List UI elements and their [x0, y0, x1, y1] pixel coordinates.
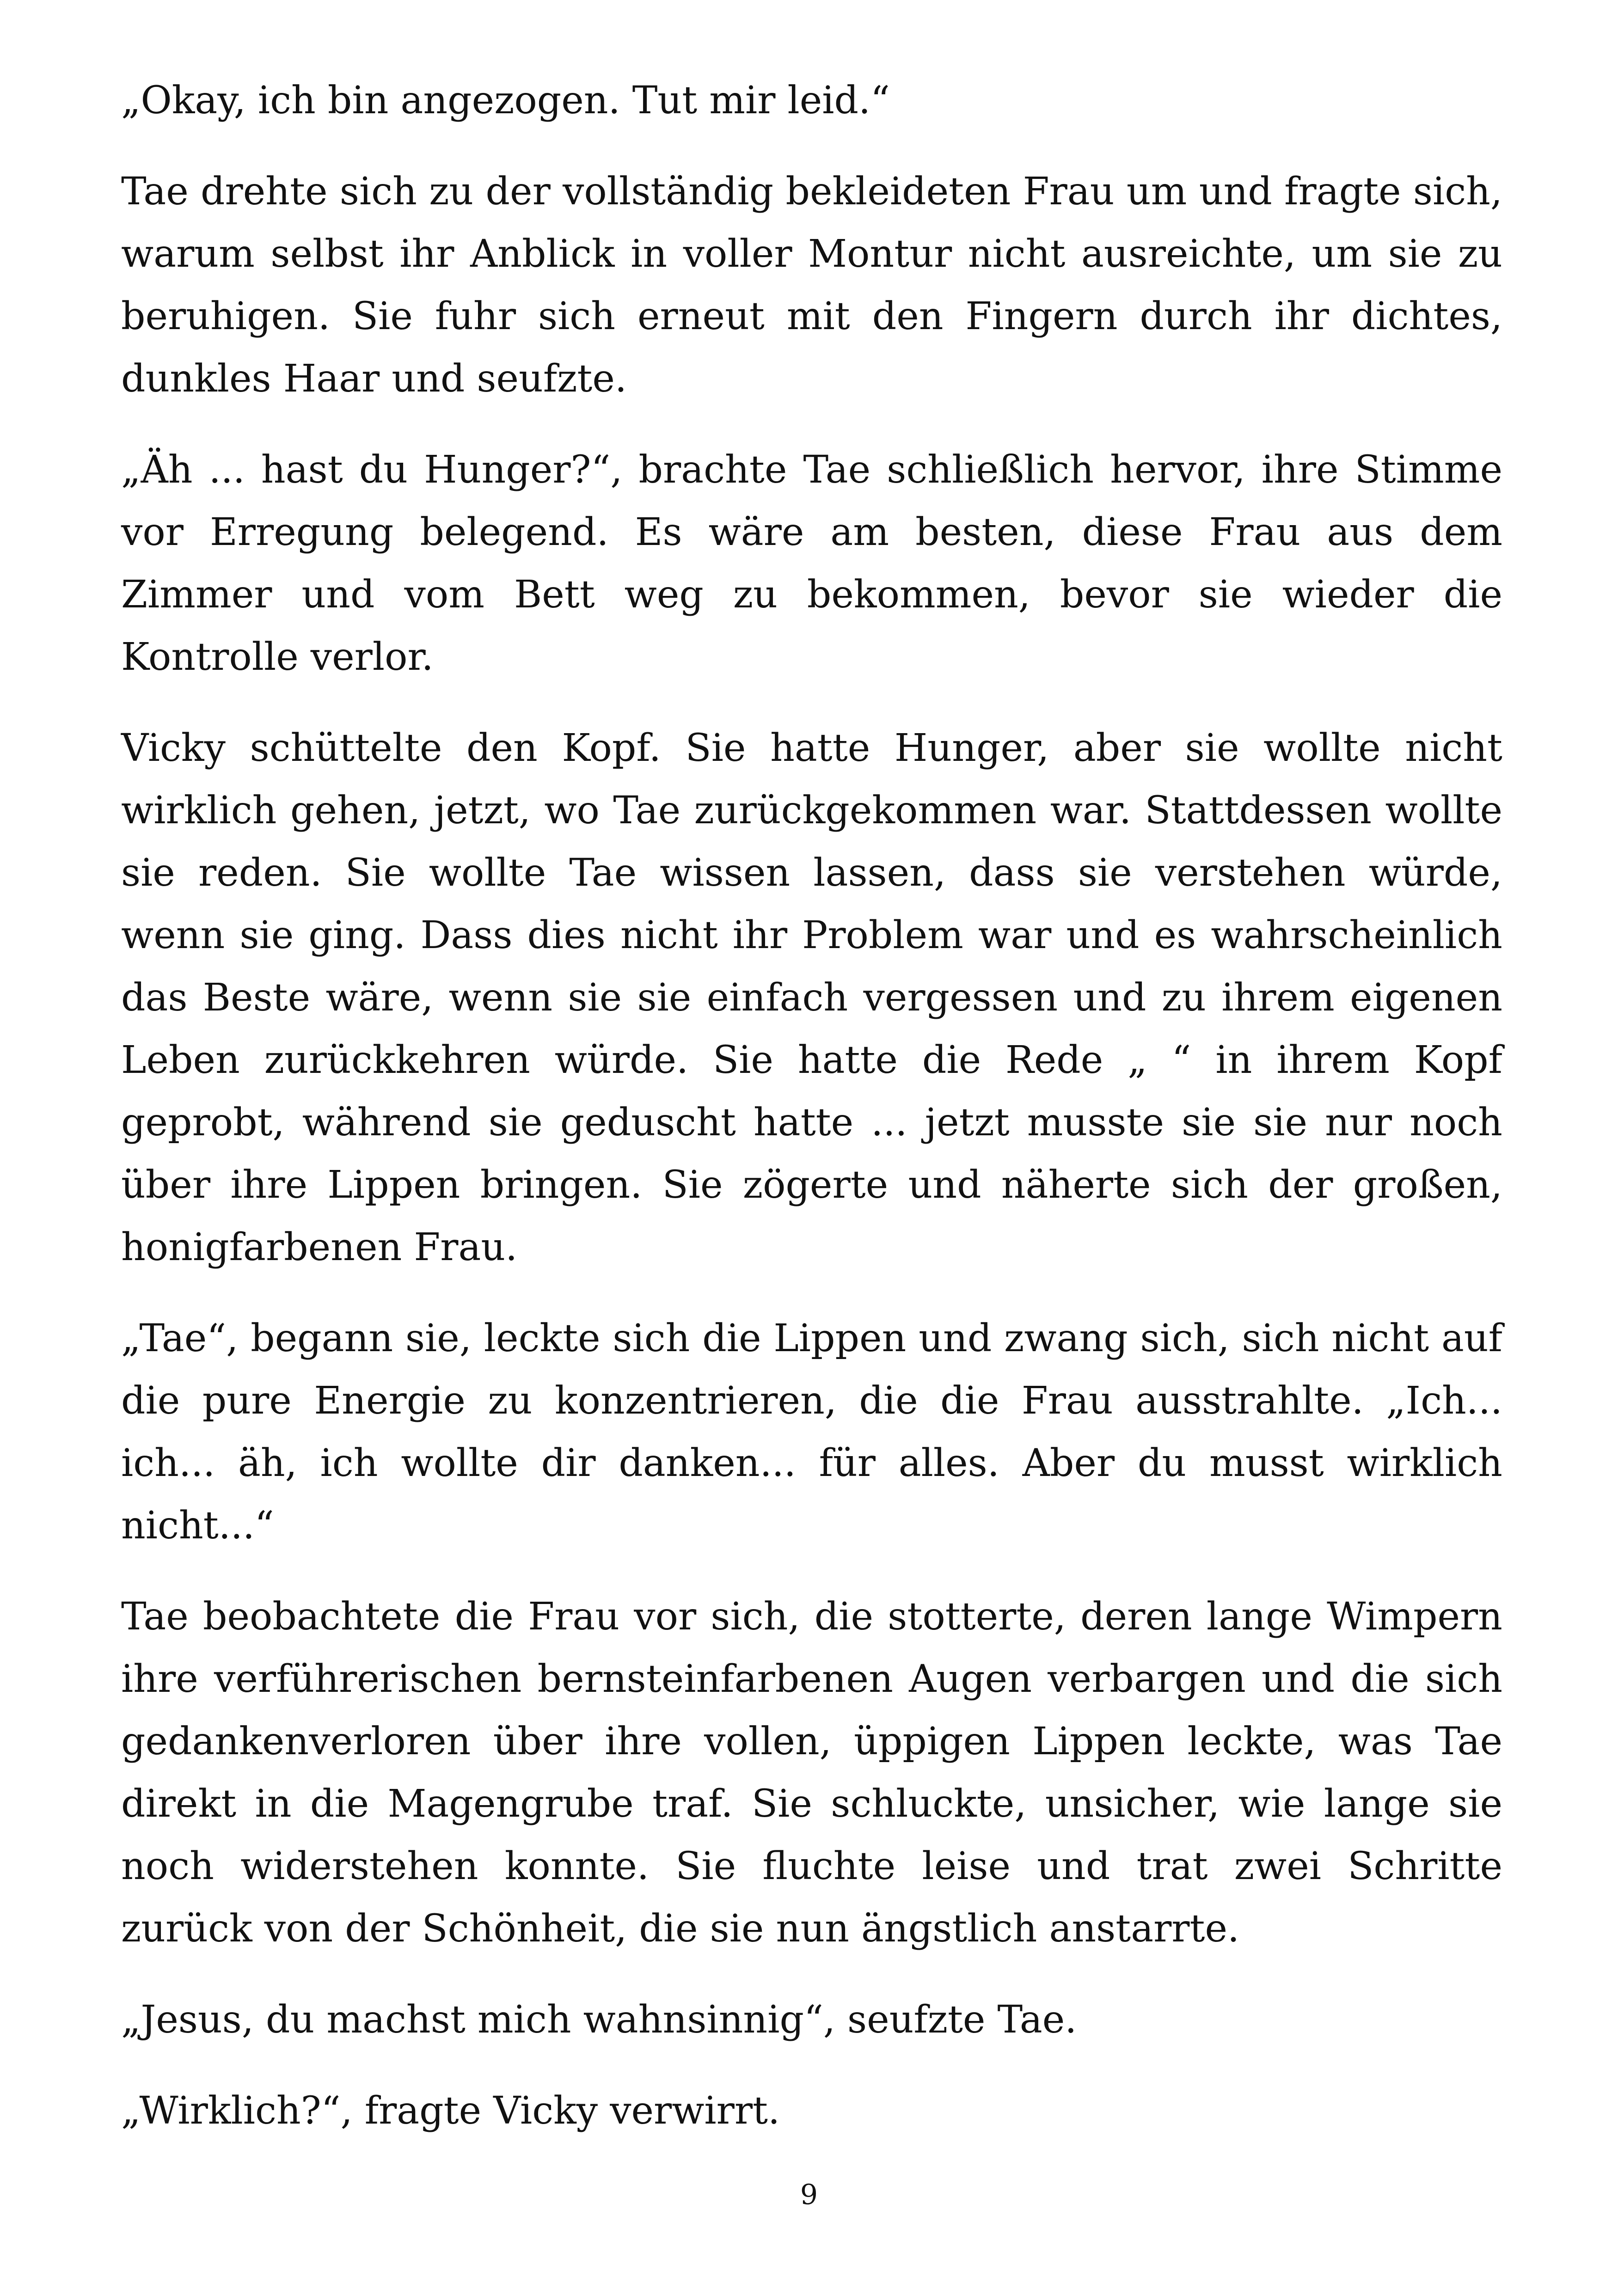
paragraph-4: Vicky schüttelte den Kopf. Sie hatte Hunger, aber sie wollte nicht wirklich gehen, jetzt, wo Tae zurückgekommen war. Stattdessen wollte sie reden. Sie wollte Tae wissen lassen, dass sie verstehen würde, wenn sie ging. Dass dies nicht ihr Problem war und es wahrscheinlich das Beste wäre, wenn sie sie einfach vergessen und zu ihrem eigenen Leben zurückkehren würde. Sie hatte die Rede „ “ in ihrem Kopf geprobt, während sie geduscht hatte ... jetzt musste sie sie nur noch über ihre Lippen bringen. Sie zögerte und näherte sich der großen, honigfarbenen Frau.	[121, 726, 1502, 1269]
body-text	[121, 69, 1502, 2171]
paragraph-6: Tae beobachtete die Frau vor sich, die stotterte, deren lange Wimpern ihre verführerischen bernsteinfarbenen Augen verbargen und die sich gedankenverloren über ihre vollen, üppigen Lippen leckte, was Tae direkt in die Magengrube traf. Sie schluckte, unsicher, wie lange sie noch widerstehen konnte. Sie fluchte leise und trat zwei Schritte zurück von der Schönheit, die sie nun ängstlich anstarrte.	[121, 1595, 1502, 1951]
paragraph-7: „Jesus, du machst mich wahnsinnig“, seufzte Tae.	[121, 1998, 1077, 2042]
page-number: 9	[800, 2179, 818, 2211]
paragraph-1: „Okay, ich bin angezogen. Tut mir leid.“	[121, 79, 890, 122]
paragraph-3: „Äh ... hast du Hunger?“, brachte Tae schließlich hervor, ihre Stimme vor Erregung belegend. Es wäre am besten, diese Frau aus dem Zimmer und vom Bett weg zu bekommen, bevor sie wieder die Kontrolle verlor.	[121, 448, 1502, 679]
paragraph-8: „Wirklich?“, fragte Vicky verwirrt.	[121, 2089, 780, 2133]
paragraph-2: Tae drehte sich zu der vollständig bekleideten Frau um und fragte sich, warum selbst ihr Anblick in voller Montur nicht ausreichte, um sie zu beruhigen. Sie fuhr sich erneut mit den Fingern durch ihr dichtes, dunkles Haar und seufzte.	[121, 170, 1502, 401]
paragraph-5: „Tae“, begann sie, leckte sich die Lippen und zwang sich, sich nicht auf die pure Energie zu konzentrieren, die die Frau ausstrahlte. „Ich... ich... äh, ich wollte dir danken... für alles. Aber du musst wirklich nicht...“	[121, 1316, 1502, 1548]
